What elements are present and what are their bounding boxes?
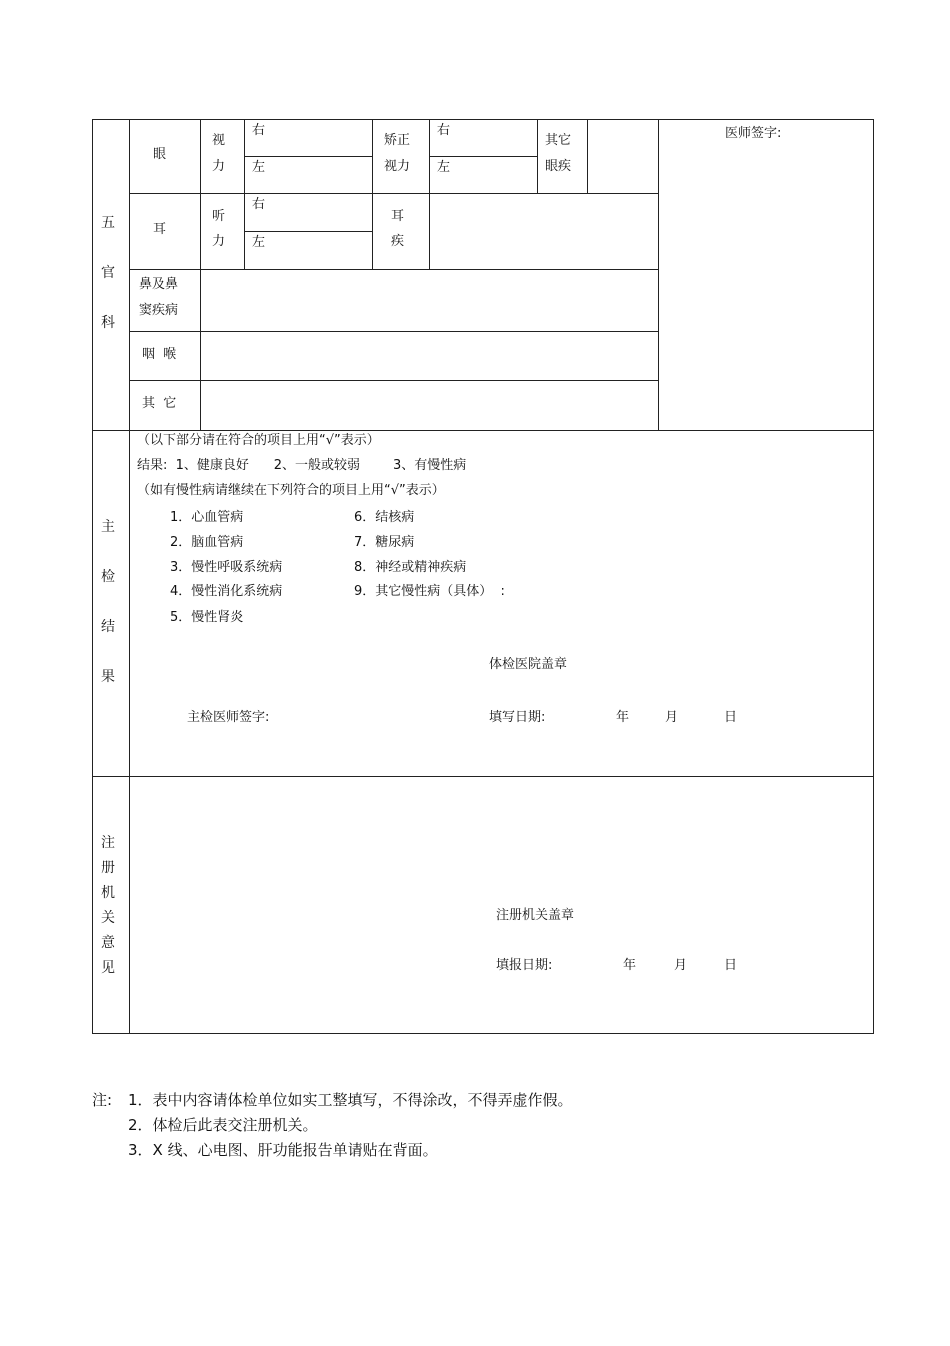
- disease-item-4: 4．慢性消化系统病: [170, 584, 283, 599]
- registration-label-6: 见: [101, 960, 115, 976]
- other-eye-label-2: 眼疾: [545, 159, 572, 174]
- disease-item-9: 9．其它慢性病（具体） :: [354, 584, 505, 599]
- report-date-day: 日: [724, 958, 738, 973]
- disease-item-2: 2．脑血管病: [170, 535, 244, 550]
- registration-label-4: 关: [101, 910, 115, 926]
- corrected-label-2: 视力: [384, 159, 411, 174]
- table-border-left: [92, 119, 93, 1034]
- table-border-top: [92, 119, 874, 120]
- note-item-3: 3．X 线、心电图、肝功能报告单请贴在背面。: [128, 1141, 438, 1159]
- corrected-mid-line: [429, 156, 538, 157]
- disease-item-1: 1．心血管病: [170, 510, 244, 525]
- nose-row-bottom: [129, 331, 659, 332]
- corrected-sub-divider: [429, 119, 430, 270]
- table-border-bottom: [92, 1033, 874, 1034]
- hearing-right-label: 右: [252, 197, 266, 212]
- disease-item-6: 6．结核病: [354, 510, 415, 525]
- section-divider-2: [92, 776, 874, 777]
- eye-row-bottom: [129, 193, 659, 194]
- fill-date-day: 日: [724, 710, 738, 725]
- note-item-1: 1．表中内容请体检单位如实工整填写，不得涂改，不得弄虚作假。: [128, 1091, 573, 1109]
- disease-item-5: 5．慢性肾炎: [170, 610, 244, 625]
- result-label-3: 结: [101, 619, 115, 635]
- hearing-left-label: 左: [252, 235, 266, 250]
- fill-date-year: 年: [616, 710, 630, 725]
- hearing-label-2: 力: [212, 234, 226, 249]
- vision-left-label: 左: [252, 160, 266, 175]
- other-label: 其 它: [142, 396, 177, 411]
- wuguan-label-1: 五: [101, 215, 115, 231]
- registration-label-1: 注: [101, 835, 115, 851]
- table-border-right: [873, 119, 874, 1034]
- corrected-right-label: 右: [437, 123, 451, 138]
- fill-date-label: 填写日期:: [489, 710, 546, 725]
- eye-label: 眼: [153, 147, 167, 162]
- result-label-1: 主: [101, 519, 115, 535]
- hearing-mid-line: [244, 231, 373, 232]
- ear-disease-label-2: 疾: [391, 234, 405, 249]
- report-date-year: 年: [623, 958, 637, 973]
- result-label-2: 检: [101, 569, 115, 585]
- chief-signature-label: 主检医师签字:: [187, 710, 270, 725]
- throat-label: 咽 喉: [142, 347, 177, 362]
- disease-item-3: 3．慢性呼吸系统病: [170, 560, 283, 575]
- nose-label-2: 窦疾病: [139, 303, 179, 318]
- result-summary: 结果: 1、健康良好 2、一般或较弱 3、有慢性病: [137, 458, 467, 473]
- hospital-stamp-label: 体检医院盖章: [489, 657, 568, 672]
- disease-item-7: 7．糖尿病: [354, 535, 415, 550]
- ear-disease-label-1: 耳: [391, 209, 405, 224]
- wuguan-label-2: 官: [101, 265, 115, 281]
- registration-label-5: 意: [101, 935, 115, 951]
- note-item-2: 2．体检后此表交注册机关。: [128, 1116, 318, 1134]
- result-label-4: 果: [101, 669, 115, 685]
- section-divider-1: [92, 430, 874, 431]
- item-column-divider: [200, 119, 201, 431]
- registration-stamp-label: 注册机关盖章: [496, 908, 575, 923]
- registration-label-3: 机: [101, 885, 115, 901]
- throat-row-bottom: [129, 380, 659, 381]
- vision-mid-line: [244, 156, 373, 157]
- report-date-month: 月: [674, 958, 688, 973]
- ear-label: 耳: [153, 222, 167, 237]
- corrected-label-1: 矫正: [384, 133, 411, 148]
- other-eye-divider: [587, 119, 588, 194]
- corrected-left-label: 左: [437, 160, 451, 175]
- label-column-divider: [129, 119, 130, 1034]
- disease-item-8: 8．神经或精神疾病: [354, 560, 467, 575]
- vision-value-divider: [372, 119, 373, 270]
- nose-label-1: 鼻及鼻: [139, 277, 179, 292]
- wuguan-label-3: 科: [101, 315, 115, 331]
- hearing-label-1: 听: [212, 209, 226, 224]
- vision-label-1: 视: [212, 133, 226, 148]
- result-instruction-2: （如有慢性病请继续在下列符合的项目上用“√”表示）: [137, 483, 445, 498]
- doctor-signature-label: 医师签字:: [725, 126, 782, 141]
- registration-label-2: 册: [101, 860, 115, 876]
- result-instruction: （以下部分请在符合的项目上用“√”表示）: [137, 433, 380, 448]
- vision-label-2: 力: [212, 159, 226, 174]
- vision-right-label: 右: [252, 123, 266, 138]
- report-date-label: 填报日期:: [496, 958, 553, 973]
- fill-date-month: 月: [665, 710, 679, 725]
- other-eye-label-1: 其它: [545, 133, 572, 148]
- ear-row-bottom: [129, 269, 659, 270]
- notes-prefix: 注:: [92, 1091, 113, 1109]
- signature-column-divider: [658, 119, 659, 431]
- vision-sub-divider: [244, 119, 245, 270]
